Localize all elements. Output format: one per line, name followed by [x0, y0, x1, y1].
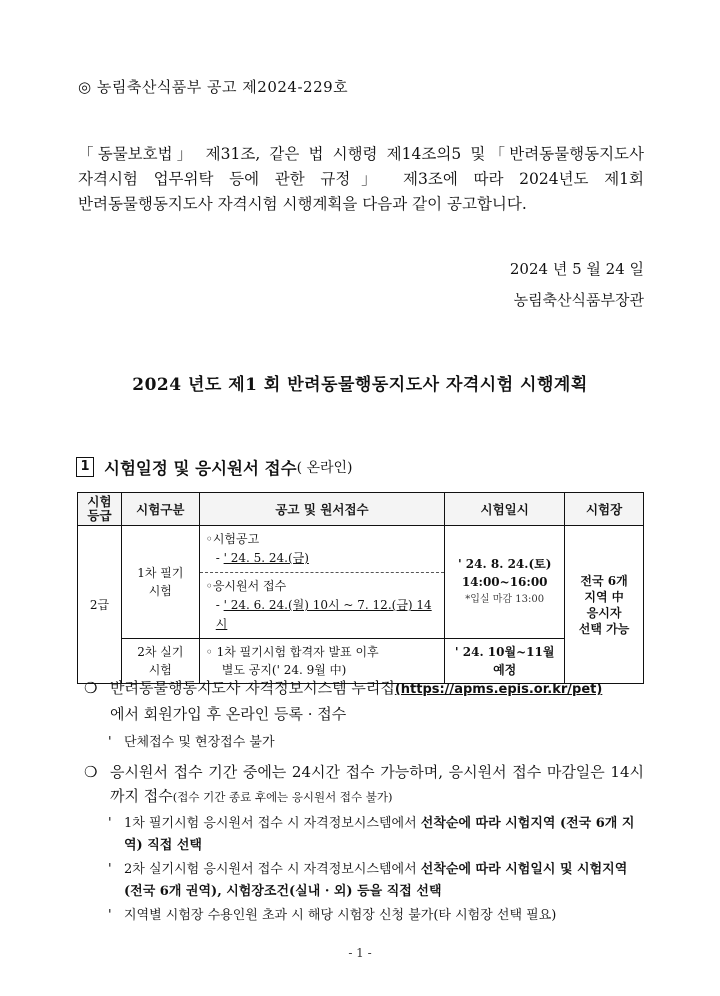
exam-date-practical: ' 24. 10월~11월 예정: [445, 639, 565, 684]
tick-bullet-icon: ': [108, 735, 112, 750]
practical-line: ◦ 1차 필기시험 합격자 발표 이후: [205, 645, 379, 659]
document-title: 2024 년도 제1 회 반려동물행동지도사 자격시험 시행계획: [132, 375, 588, 395]
section-subtitle: ( 온라인): [296, 460, 353, 476]
list-item: [108, 813, 644, 857]
apply-period-value: ' 24. 6. 24.(월) 10시 ~ 7. 12.(금) 14시: [215, 598, 432, 631]
sub-bullet-text: 1차 필기시험 응시원서 접수 시 자격정보시스템에서: [124, 816, 421, 831]
exam-note: *입실 마감 13:00: [465, 594, 545, 605]
apply-label: ◦응시원서 접수: [205, 579, 287, 593]
table-row: [78, 526, 644, 639]
notice-label: ◦시험공고: [205, 532, 260, 546]
intro-line: 자격시험 업무위탁 등에 관한 규정」 제3조에 따라 2024년도 제1회: [78, 170, 644, 188]
category-practical: 2차 실기 시험: [121, 639, 199, 684]
schedule-table: [77, 492, 644, 684]
issuer: 농림축산식품부장관: [513, 291, 644, 309]
intro-line: 「동물보호법」 제31조, 같은 법 시행령 제14조의5 및「반려동물행동지도사: [78, 145, 644, 163]
intro-paragraph: [78, 142, 644, 217]
section-heading: [76, 455, 353, 479]
tick-bullet-icon: ': [108, 862, 112, 877]
section-number-box: 1: [76, 457, 94, 477]
notice-date: 2024 년 5 월 24 일: [509, 260, 644, 278]
intro-line: 반려동물행동지도사 자격시험 시행계획을 다음과 같이 공고합니다.: [78, 195, 527, 213]
section-title: 시험일정 및 응시원서 접수: [104, 459, 297, 478]
practical-line: 별도 공지(' 24. 9월 中): [221, 663, 347, 677]
exam-date-value: ' 24. 8. 24.(토): [457, 557, 552, 571]
bullet-text: 에서 회원가입 후 온라인 등록 · 접수: [110, 705, 347, 723]
sub-bullet-bold: 선착순에 따라 시험지역 (전국 6개 지역) 직접 선택: [124, 816, 635, 853]
sub-bullet-text: 2차 실기시험 응시원서 접수 시 자격정보시스템에서: [124, 862, 421, 877]
header-grade: 시험 등급: [78, 493, 122, 526]
venue-cell: 전국 6개 지역 中 응시자 선택 가능: [565, 526, 644, 684]
list-item: [84, 676, 644, 726]
grade-cell: 2급: [78, 526, 122, 684]
header-notice-apply: 공고 및 원서접수: [199, 493, 444, 526]
notice-apply-written: ◦시험공고 - ' 24. 5. 24.(금) ◦응시원서 접수 - ' 24. 6. 24.(월) 10시 ~ 7. 12.(금) 14시: [199, 526, 444, 639]
exam-time-value: 14:00~16:00: [461, 575, 548, 589]
circle-bullet-icon: ❍: [84, 679, 98, 697]
table-header-row: [78, 493, 644, 526]
sub-bullet-text: 지역별 시험장 수용인원 초과 시 해당 시험장 신청 불가(타 시험장 선택 필요): [124, 908, 557, 923]
website-link[interactable]: (https://apms.epis.or.kr/pet): [394, 682, 603, 697]
header-category: 시험구분: [121, 493, 199, 526]
page-number: - 1 -: [348, 946, 372, 960]
sub-bullet-text: 단체접수 및 현장접수 불가: [124, 735, 275, 750]
divider: [200, 572, 444, 573]
notice-number: ◎ 농림축산식품부 공고 제2024-229호: [78, 78, 349, 96]
header-venue: 시험장: [565, 493, 644, 526]
sub-bullet-bold: 선착순에 따라 시험일시 및 시험지역(전국 6개 권역), 시험장조건(실내 · 외) 등을 직접 선택: [124, 862, 628, 899]
exam-date-written: [445, 526, 565, 639]
bullet-note: (접수 기간 종료 후에는 응시원서 접수 불가): [172, 790, 393, 804]
list-item: [108, 732, 644, 754]
bullet-text: 응시원서 접수 기간 중에는 24시간 접수 가능하며, 응시원서 접수 마감일은 14시까지 접수: [110, 763, 644, 805]
list-item: [108, 859, 644, 903]
tick-bullet-icon: ': [108, 816, 112, 831]
tick-bullet-icon: ': [108, 908, 112, 923]
list-item: [84, 760, 644, 809]
notice-date-value: ' 24. 5. 24.(금): [223, 551, 309, 565]
bullet-text: 반려동물행동지도사 자격정보시스템 누리집: [110, 679, 395, 697]
header-exam-date: 시험일시: [445, 493, 565, 526]
bullet-list: [84, 676, 644, 927]
category-written: 1차 필기 시험: [121, 526, 199, 639]
circle-bullet-icon: ❍: [84, 763, 98, 781]
list-item: [108, 905, 644, 927]
